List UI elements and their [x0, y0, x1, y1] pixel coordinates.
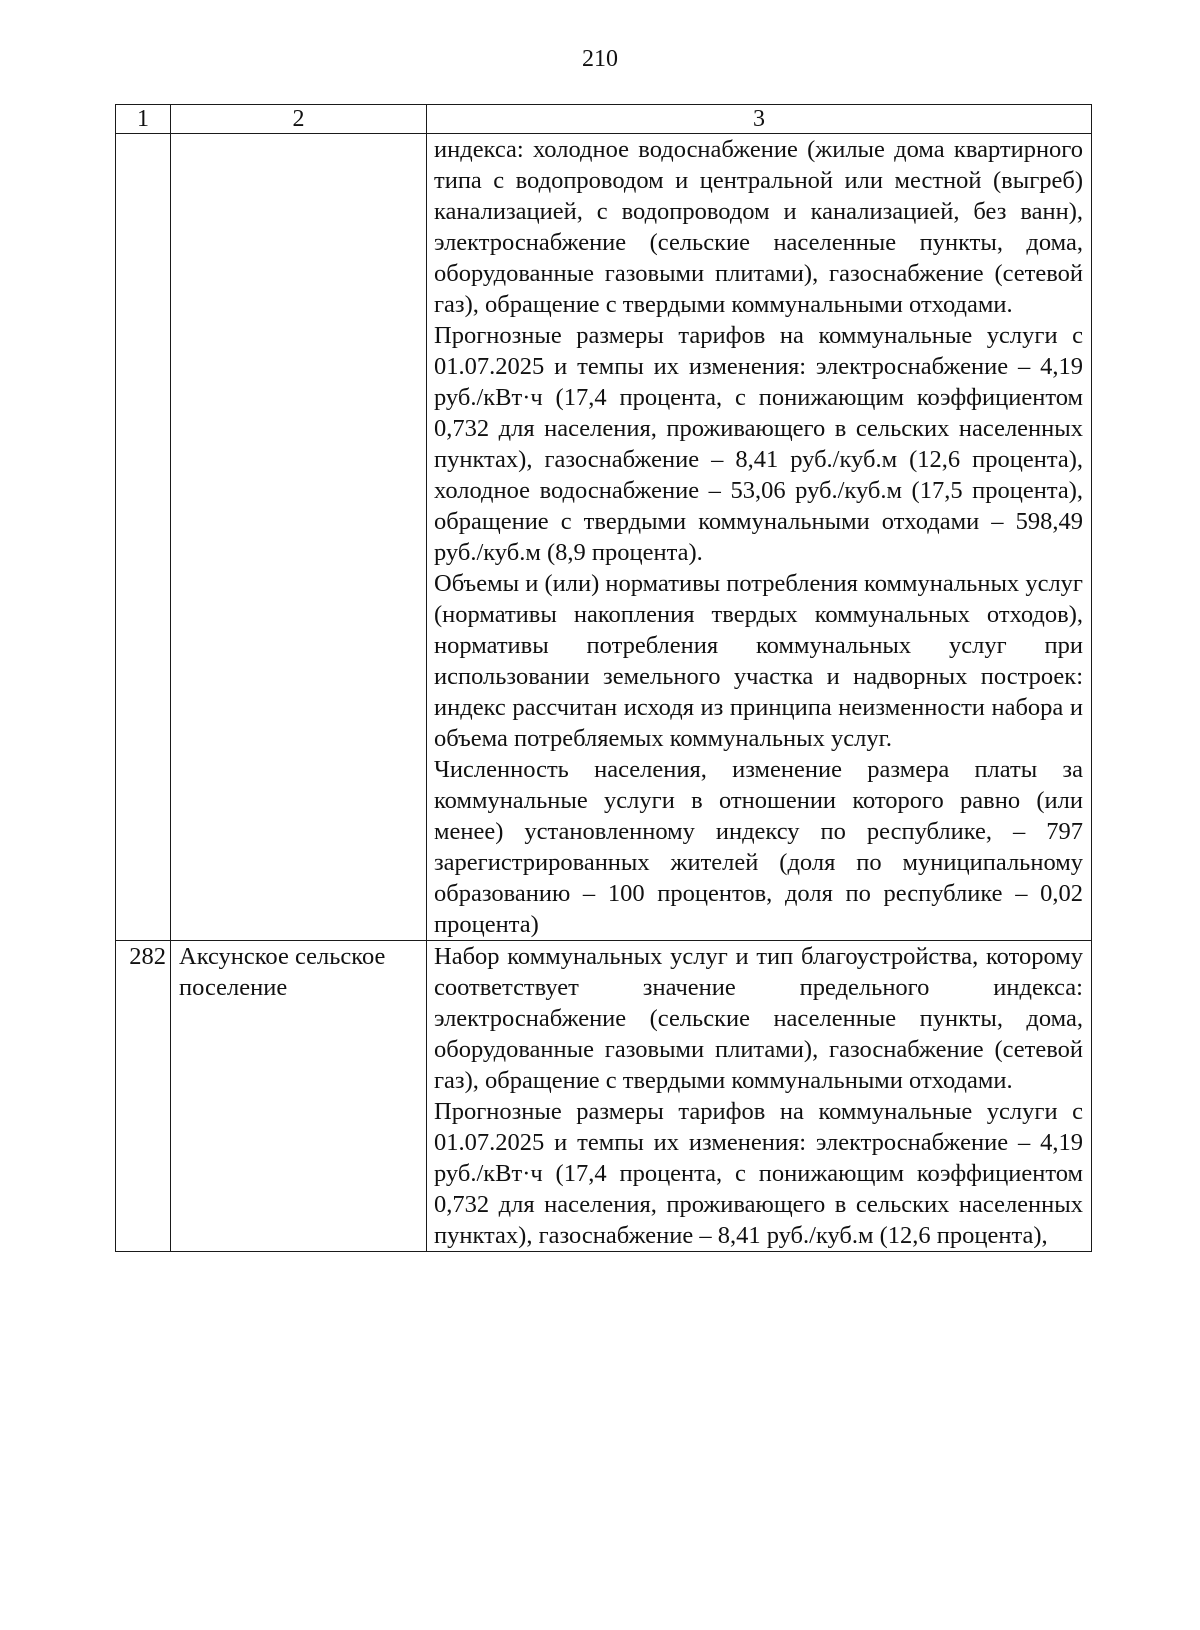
row-number-cell: 282 — [116, 941, 171, 1252]
paragraph: Прогнозные размеры тарифов на коммунальные услуги с 01.07.2025 и темпы их изменения: электроснабжение – 4,19 руб./кВт·ч (17,4 процента, с понижающим коэффициентом 0,732 для населения, проживающего в сельских населенных пунктах), газоснабжение – 8,41 руб./куб.м (12,6 процента), — [434, 1098, 1083, 1249]
paragraph: Численность населения, изменение размера платы за коммунальные услуги в отношении которого равно (или менее) установленному индексу по республике, – 797 зарегистрированных жителей (доля по муниципальному образованию – 100 процентов, доля по республике – 0,02 процента) — [434, 756, 1083, 938]
table-header-row — [116, 105, 1092, 134]
paragraph: Прогнозные размеры тарифов на коммунальные услуги с 01.07.2025 и темпы их изменения: электроснабжение – 4,19 руб./кВт·ч (17,4 процента, с понижающим коэффициентом 0,732 для населения, проживающего в сельских населенных пунктах), газоснабжение – 8,41 руб./куб.м (12,6 процента), холодное водоснабжение – 53,06 руб./куб.м (17,5 процента), обращение с твердыми коммунальными отходами – 598,49 руб./куб.м (8,9 процента). — [434, 322, 1083, 566]
page-number: 210 — [582, 46, 618, 72]
column-header-1: 1 — [116, 105, 171, 134]
paragraph: Объемы и (или) нормативы потребления коммунальных услуг (нормативы накопления твердых коммунальных отходов), нормативы потребления коммунальных услуг при использовании земельного участка и надворных построек: индекс рассчитан исходя из принципа неизменности набора и объема потребляемых коммунальных услуг. — [434, 570, 1083, 752]
municipality-name-cell: Аксунское сельское поселение — [171, 941, 427, 1252]
description-cell — [427, 134, 1092, 941]
column-header-3: 3 — [427, 105, 1092, 134]
row-number-cell — [116, 134, 171, 941]
description-cell — [427, 941, 1092, 1252]
column-header-2: 2 — [171, 105, 427, 134]
municipality-name-cell — [171, 134, 427, 941]
table-row — [116, 134, 1092, 941]
paragraph: индекса: холодное водоснабжение (жилые дома квартирного типа с водопроводом и центральной или местной (выгреб) канализацией, с водопроводом и канализацией, без ванн), электроснабжение (сельские населенные пункты, дома, оборудованные газовыми плитами), газоснабжение (сетевой газ), обращение с твердыми коммунальными отходами. — [434, 136, 1083, 318]
paragraph: Набор коммунальных услуг и тип благоустройства, которому соответствует значение предельного индекса: электроснабжение (сельские населенные пункты, дома, оборудованные газовыми плитами), газоснабжение (сетевой газ), обращение с твердыми коммунальными отходами. — [434, 943, 1083, 1094]
tariff-table — [115, 104, 1092, 1252]
table-row — [116, 941, 1092, 1252]
